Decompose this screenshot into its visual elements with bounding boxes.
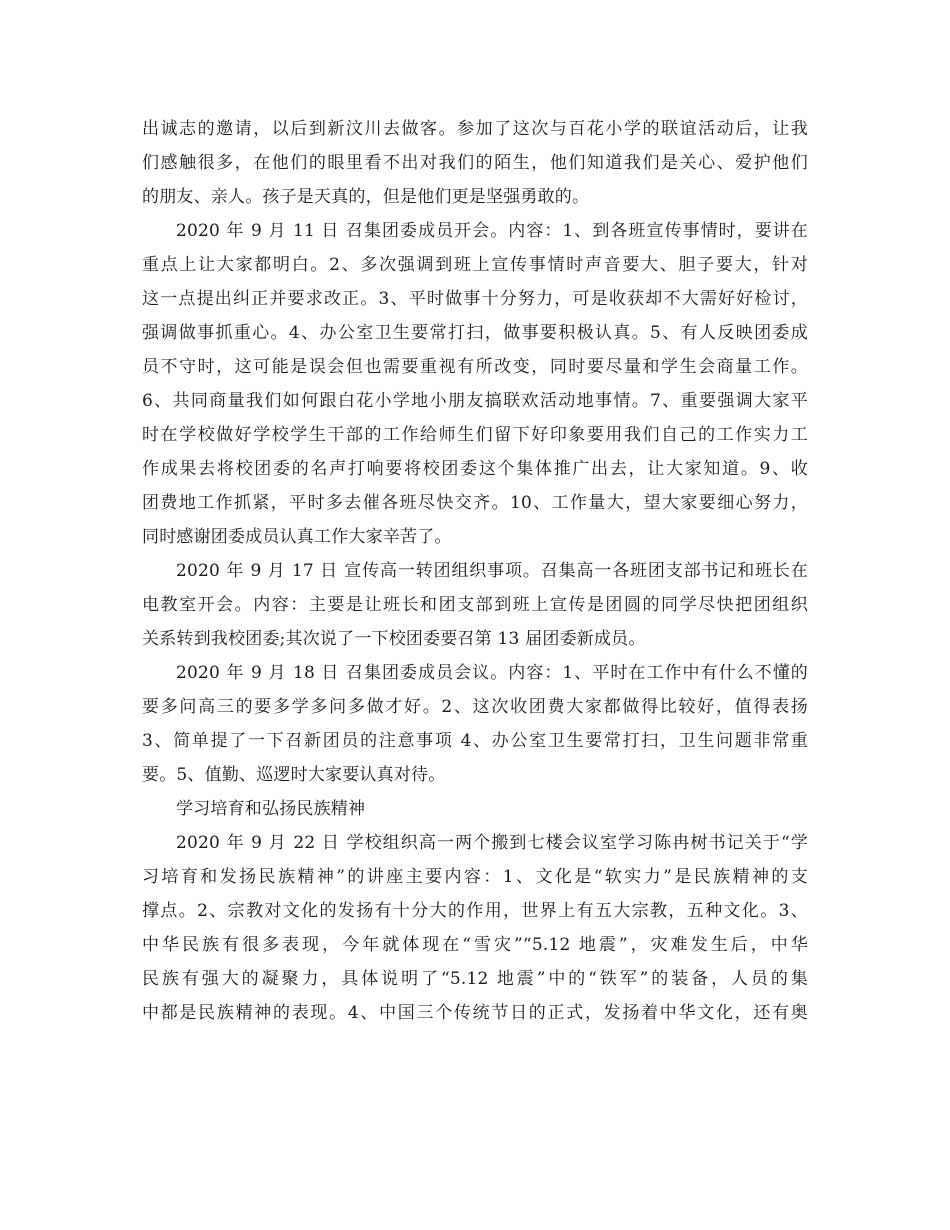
text-line: 6、共同商量我们如何跟白花小学地小朋友搞联欢活动地事情。7、重要强调大家平: [142, 391, 808, 411]
text-line: 作成果去将校团委的名声打响要将校团委这个集体推广出去，让大家知道。9、收: [142, 459, 808, 479]
text-line: 关系转到我校团委;其次说了一下校团委要召第 13 届团委新成员。: [142, 629, 646, 649]
text-line: 习培育和发扬民族精神”的讲座主要内容：1、文化是“软实力”是民族精神的支: [142, 867, 808, 887]
text-line: 这一点提出纠正并要求改正。3、平时做事十分努力，可是收获却不大需好好检讨，: [142, 289, 808, 309]
text-line: 的朋友、亲人。孩子是天真的，但是他们更是坚强勇敢的。: [142, 187, 590, 207]
text-line: 2020 年 9 月 17 日 宣传高一转团组织事项。召集高一各班团支部书记和班长在: [176, 561, 808, 581]
text-line: 员不守时，这可能是误会但也需要重视有所改变，同时要尽量和学生会商量工作。: [142, 357, 808, 377]
text-line: 撑点。2、宗教对文化的发扬有十分大的作用，世界上有五大宗教，五种文化。3、: [142, 901, 808, 921]
text-line: 同时感谢团委成员认真工作大家辛苦了。: [142, 527, 452, 547]
text-line: 们感触很多，在他们的眼里看不出对我们的陌生，他们知道我们是关心、爱护他们: [142, 153, 808, 173]
text-line: 重点上让大家都明白。2、多次强调到班上宣传事情时声音要大、胆子要大，针对: [142, 255, 808, 275]
text-line: 2020 年 9 月 11 日 召集团委成员开会。内容：1、到各班宣传事情时，要讲在: [176, 221, 808, 241]
text-line: 团费地工作抓紧，平时多去催各班尽快交齐。10、工作量大，望大家要细心努力，: [142, 493, 808, 513]
text-line: 要。5、值勤、巡逻时大家要认真对待。: [142, 765, 446, 785]
text-line: 强调做事抓重心。4、办公室卫生要常打扫，做事要积极认真。5、有人反映团委成: [142, 323, 808, 343]
text-line: 中华民族有很多表现，今年就体现在“雪灾”“5.12 地震”，灾难发生后，中华: [142, 935, 808, 955]
text-line: 3、简单提了一下召新团员的注意事项 4、办公室卫生要常打扫，卫生问题非常重: [142, 731, 808, 751]
text-line: 2020 年 9 月 22 日 学校组织高一两个搬到七楼会议室学习陈冉树书记关于“学: [176, 833, 808, 853]
text-line: 中都是民族精神的表现。4、中国三个传统节日的正式，发扬着中华文化，还有奥: [142, 1003, 808, 1023]
document-page: [142, 112, 808, 1030]
section-heading: 学习培育和弘扬民族精神: [176, 799, 366, 819]
text-line: 出诚志的邀请，以后到新汶川去做客。参加了这次与百花小学的联谊活动后，让我: [142, 119, 808, 139]
text-line: 民族有强大的凝聚力，具体说明了“5.12 地震”中的“铁军”的装备，人员的集: [142, 969, 808, 989]
text-line: 电教室开会。内容：主要是让班长和团支部到班上宣传是团圆的同学尽快把团组织: [142, 595, 808, 615]
text-line: 2020 年 9 月 18 日 召集团委成员会议。内容：1、平时在工作中有什么不懂的: [176, 663, 808, 683]
text-line: 要多问高三的要多学多问多做才好。2、这次收团费大家都做得比较好，值得表扬: [142, 697, 808, 717]
text-line: 时在学校做好学校学生干部的工作给师生们留下好印象要用我们自己的工作实力工: [142, 425, 808, 445]
